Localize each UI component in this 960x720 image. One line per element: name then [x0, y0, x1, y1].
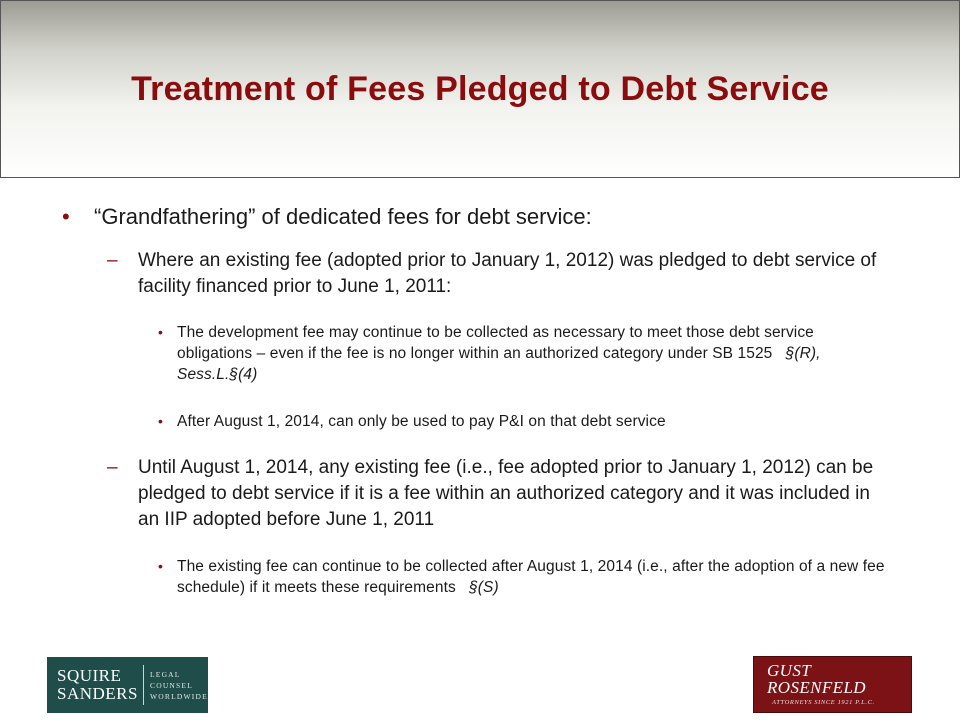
- tagline-1: LEGAL: [150, 669, 181, 679]
- detail-body: The development fee may continue to be collected as necessary to meet those debt service obligations – even if the fee is no longer within an authorized category under SB 1525: [177, 324, 814, 362]
- sub-bullet-text: Where an existing fee (adopted prior to January 1, 2012) was pledged to debt service of facility financed prior to June 1, 2011:: [138, 250, 877, 297]
- detail-text: After August 1, 2014, can only be used to pay P&I on that debt service: [177, 413, 666, 430]
- logo-word-1: GUST: [767, 661, 812, 680]
- logo-divider: [143, 665, 144, 705]
- logo-wordmark: [47, 667, 143, 703]
- dash-marker: –: [107, 250, 118, 271]
- squire-sanders-logo: [47, 657, 208, 713]
- bullet-marker: •: [158, 324, 163, 340]
- logo-wordmark: [767, 662, 866, 696]
- bullet-text: “Grandfathering” of dedicated fees for debt service:: [94, 204, 592, 229]
- statute-citation: §(R), Sess.L.§(4): [177, 345, 821, 383]
- dash-marker: –: [107, 457, 118, 478]
- logo-tagline: [150, 669, 208, 702]
- slide-title: Treatment of Fees Pledged to Debt Service: [131, 70, 829, 108]
- bullet-marker: •: [158, 558, 163, 574]
- logo-word-2: SANDERS: [57, 684, 138, 703]
- tagline-3: WORLDWIDE: [150, 691, 208, 701]
- logo-word-1: SQUIRE: [57, 666, 122, 685]
- detail-text: [177, 556, 889, 598]
- logo-word-2: ROSENFELD: [767, 678, 866, 697]
- bullet-marker: •: [158, 413, 163, 429]
- detail-body: The existing fee can continue to be collected after August 1, 2014 (i.e., after the adoption of a new fee schedule) if it meets these requirements: [177, 558, 885, 596]
- statute-citation: §(S): [469, 579, 499, 596]
- detail-text: [177, 322, 889, 385]
- logo-tagline: ATTORNEYS SINCE 1921 P.L.C.: [772, 699, 875, 706]
- tagline-2: COUNSEL: [150, 680, 193, 690]
- bullet-marker: •: [62, 204, 70, 229]
- sub-bullet-text: Until August 1, 2014, any existing fee (i.e., fee adopted prior to January 1, 2012) can be pledged to debt service if it is a fee within an authorized category and it was included in an IIP adopted before June 1, 2011: [138, 457, 874, 530]
- gust-rosenfeld-logo: [753, 656, 912, 713]
